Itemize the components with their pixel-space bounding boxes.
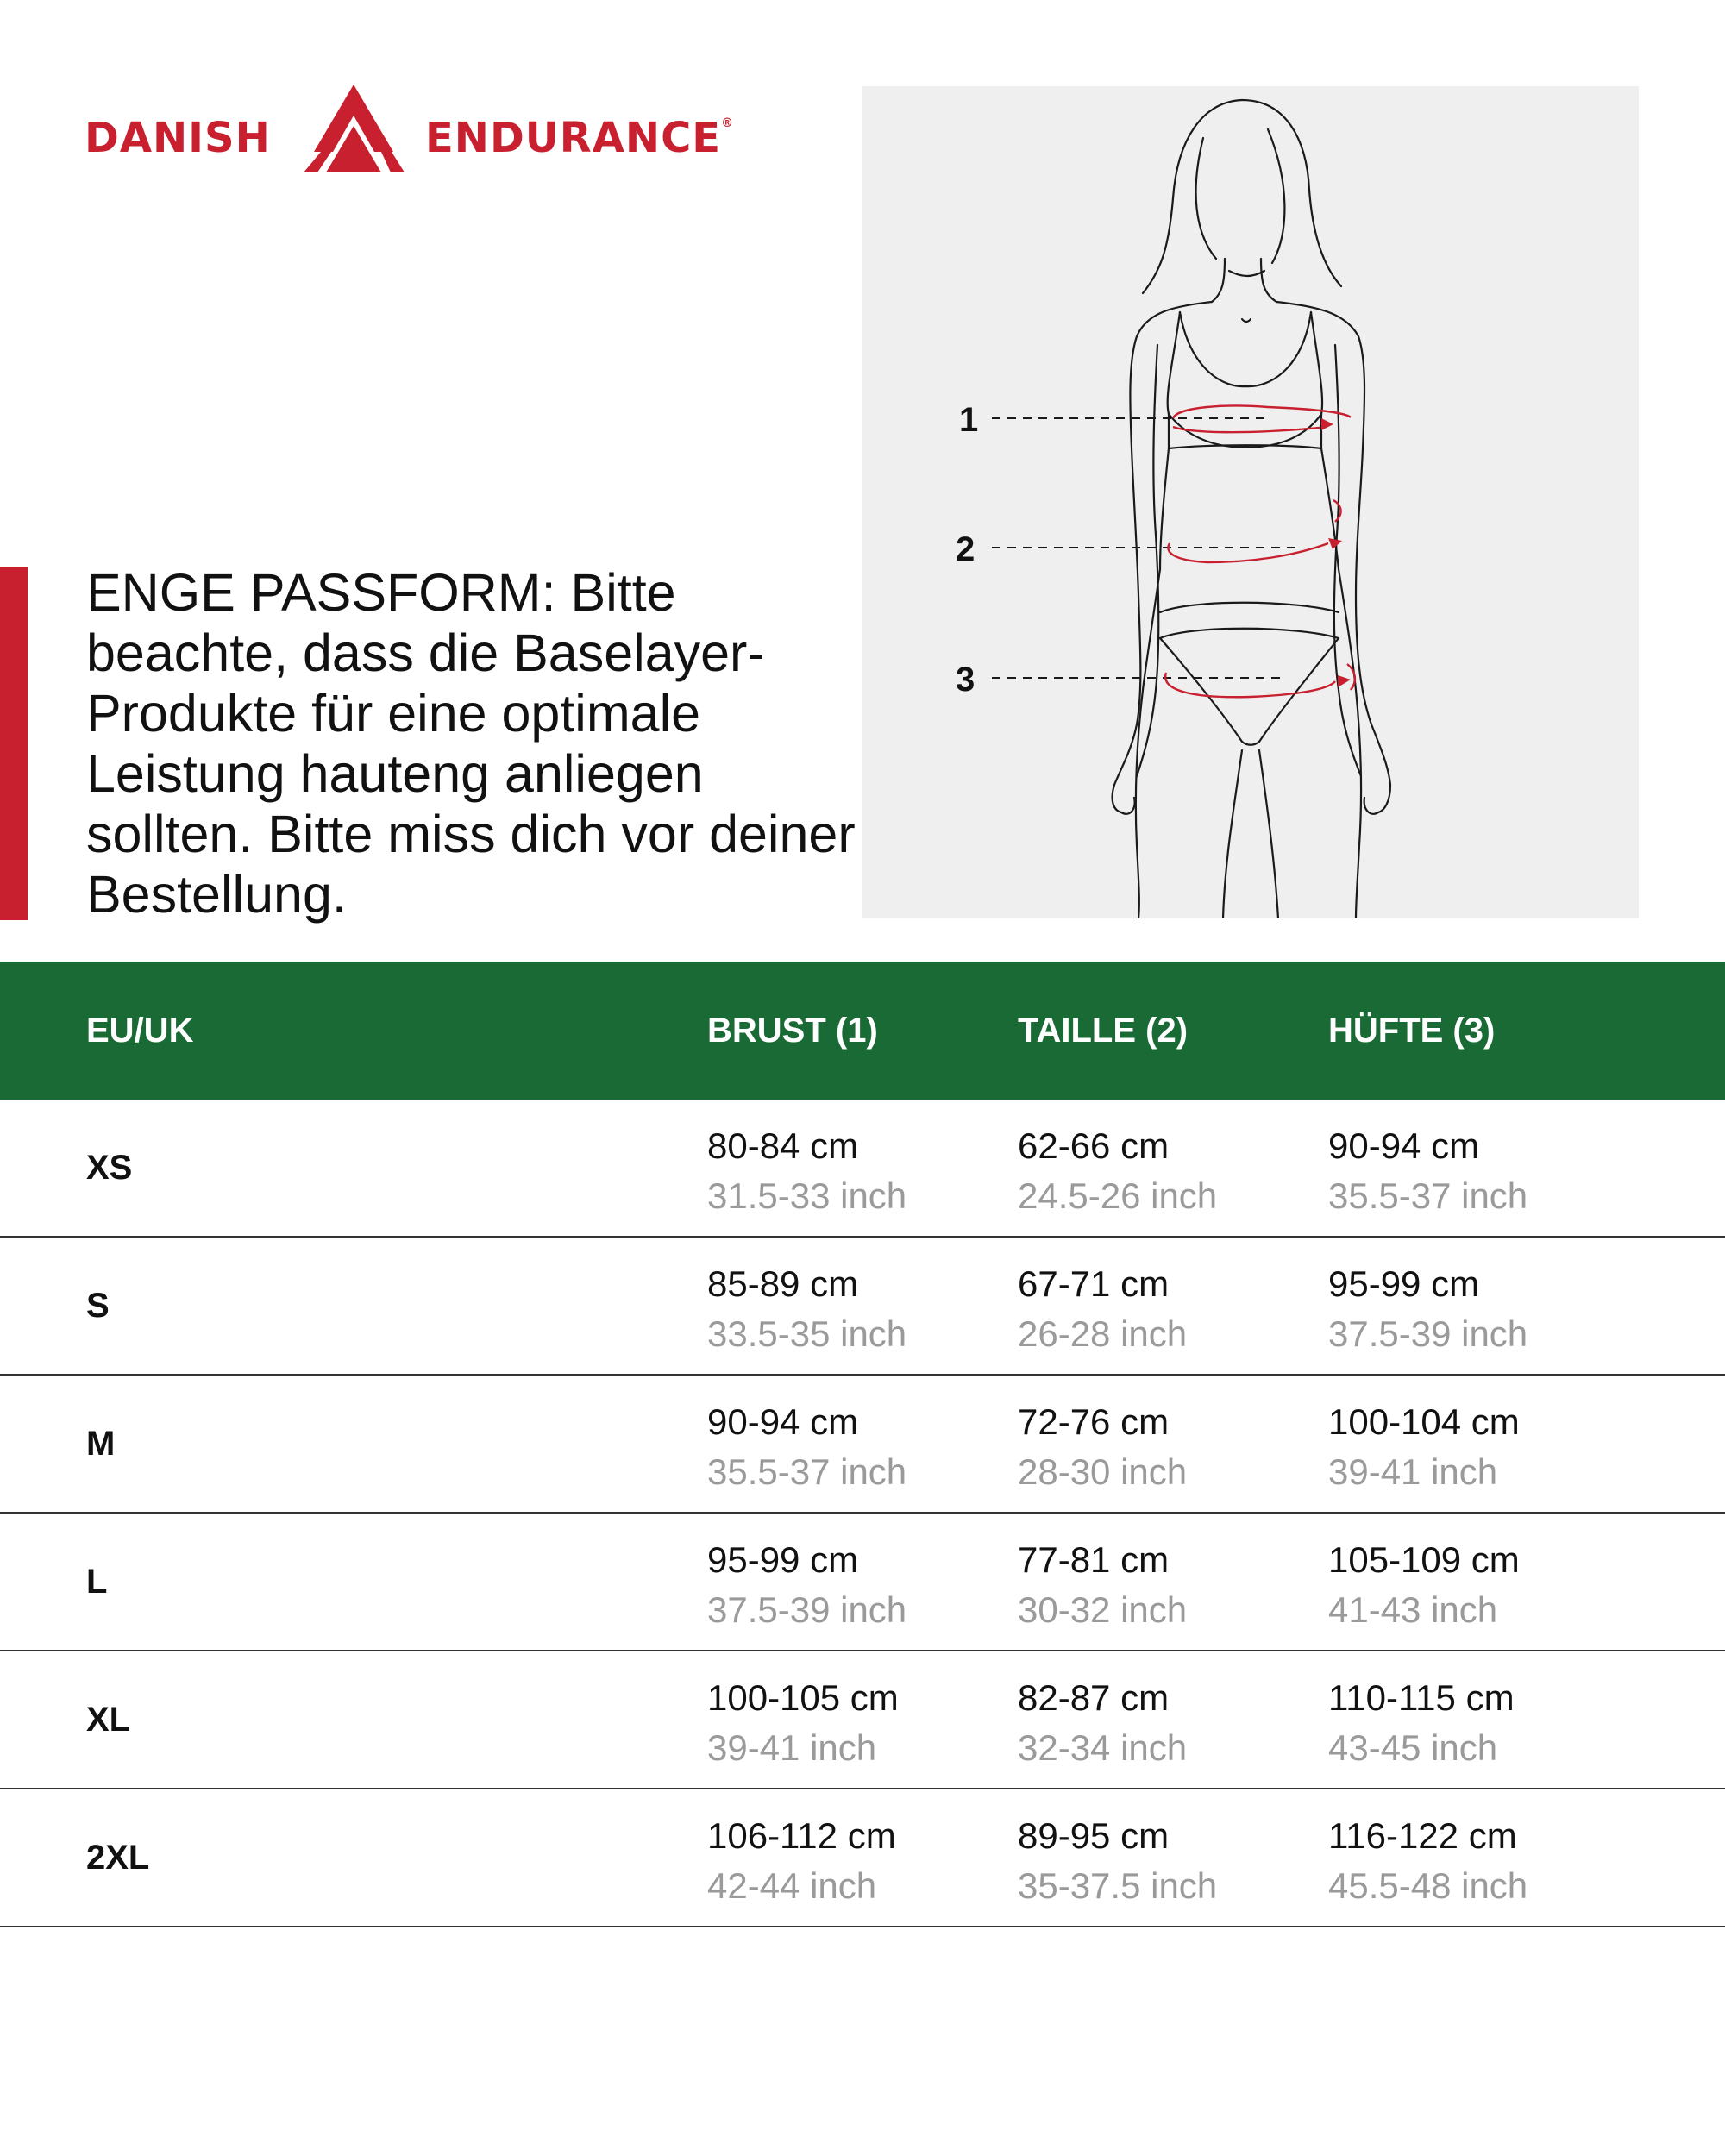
taille-cell bbox=[1018, 1674, 1187, 1774]
huefte-cm-value: 110-115 cm bbox=[1328, 1677, 1515, 1718]
brust-cell bbox=[707, 1398, 906, 1498]
brand-name-left: DANISH bbox=[85, 114, 271, 162]
taille-inch-value: 28-30 inch bbox=[1018, 1451, 1188, 1492]
huefte-cell bbox=[1328, 1536, 1520, 1636]
size-table-header bbox=[0, 962, 1725, 1100]
taille-cm-value: 67-71 cm bbox=[1018, 1263, 1170, 1304]
body-outline-figure bbox=[862, 86, 1639, 918]
brand-name-right bbox=[425, 114, 735, 162]
brust-inch-value: 31.5-33 inch bbox=[707, 1175, 907, 1216]
taille-cm-value: 82-87 cm bbox=[1018, 1677, 1170, 1718]
marker-1-label: 1 bbox=[959, 401, 979, 439]
brust-cm-value: 90-94 cm bbox=[707, 1401, 859, 1442]
taille-cm-value: 72-76 cm bbox=[1018, 1401, 1170, 1442]
huefte-inch-value: 45.5-48 inch bbox=[1328, 1865, 1528, 1906]
taille-cm-value: 77-81 cm bbox=[1018, 1539, 1170, 1580]
brust-cm-value: 100-105 cm bbox=[707, 1677, 899, 1718]
brand-mountain-icon bbox=[283, 85, 425, 175]
brust-inch-value: 37.5-39 inch bbox=[707, 1589, 907, 1630]
brust-cm-value: 106-112 cm bbox=[707, 1815, 896, 1856]
header-brust: BRUST (1) bbox=[707, 1012, 878, 1050]
brust-cm-value: 85-89 cm bbox=[707, 1263, 859, 1304]
huefte-cell bbox=[1328, 1674, 1515, 1774]
fit-notice: ENGE PASSFORM: Bitte beachte, dass die Baselayer-Produkte für eine optimale Leistung hauteng anliegen sollten. Bitte miss dich vor deiner Bestellung. bbox=[86, 563, 856, 924]
huefte-inch-value: 39-41 inch bbox=[1328, 1451, 1498, 1492]
brust-cm-value: 80-84 cm bbox=[707, 1125, 859, 1166]
taille-inch-value: 32-34 inch bbox=[1018, 1727, 1188, 1768]
header-huefte: HÜFTE (3) bbox=[1328, 1012, 1496, 1050]
huefte-cell bbox=[1328, 1122, 1527, 1222]
huefte-cell bbox=[1328, 1398, 1520, 1498]
table-row bbox=[0, 1100, 1725, 1238]
taille-cm-value: 62-66 cm bbox=[1018, 1125, 1170, 1166]
huefte-cm-value: 116-122 cm bbox=[1328, 1815, 1517, 1856]
registered-mark: ® bbox=[721, 116, 735, 130]
brust-cell bbox=[707, 1536, 906, 1636]
huefte-inch-value: 43-45 inch bbox=[1328, 1727, 1498, 1768]
brand-name-right-text: ENDURANCE bbox=[425, 114, 722, 162]
brust-cell bbox=[707, 1812, 896, 1912]
huefte-inch-value: 37.5-39 inch bbox=[1328, 1313, 1528, 1354]
huefte-cm-value: 90-94 cm bbox=[1328, 1125, 1480, 1166]
huefte-cm-value: 105-109 cm bbox=[1328, 1539, 1520, 1580]
taille-inch-value: 24.5-26 inch bbox=[1018, 1175, 1218, 1216]
brust-inch-value: 35.5-37 inch bbox=[707, 1451, 907, 1492]
size-label: S bbox=[86, 1287, 110, 1325]
header-taille: TAILLE (2) bbox=[1018, 1012, 1189, 1050]
size-label: XS bbox=[86, 1149, 133, 1187]
marker-3-label: 3 bbox=[956, 661, 975, 699]
taille-cell bbox=[1018, 1398, 1187, 1498]
brust-cell bbox=[707, 1260, 906, 1360]
brust-inch-value: 42-44 inch bbox=[707, 1865, 877, 1906]
table-row bbox=[0, 1238, 1725, 1376]
huefte-inch-value: 35.5-37 inch bbox=[1328, 1175, 1528, 1216]
size-label: XL bbox=[86, 1701, 131, 1739]
brust-inch-value: 39-41 inch bbox=[707, 1727, 877, 1768]
size-label: 2XL bbox=[86, 1839, 150, 1877]
taille-inch-value: 35-37.5 inch bbox=[1018, 1865, 1218, 1906]
huefte-inch-value: 41-43 inch bbox=[1328, 1589, 1498, 1630]
brust-cell bbox=[707, 1674, 899, 1774]
taille-cell bbox=[1018, 1812, 1217, 1912]
huefte-cell bbox=[1328, 1260, 1527, 1360]
huefte-cell bbox=[1328, 1812, 1527, 1912]
taille-cell bbox=[1018, 1122, 1217, 1222]
huefte-cm-value: 100-104 cm bbox=[1328, 1401, 1520, 1442]
marker-2-label: 2 bbox=[956, 530, 975, 568]
brand-logo bbox=[85, 85, 749, 179]
body-measurement-illustration bbox=[862, 86, 1639, 918]
taille-cm-value: 89-95 cm bbox=[1018, 1815, 1170, 1856]
brust-cell bbox=[707, 1122, 906, 1222]
table-row bbox=[0, 1376, 1725, 1514]
size-label: M bbox=[86, 1425, 116, 1463]
taille-cell bbox=[1018, 1536, 1187, 1636]
huefte-cm-value: 95-99 cm bbox=[1328, 1263, 1480, 1304]
brust-cm-value: 95-99 cm bbox=[707, 1539, 859, 1580]
accent-bar bbox=[0, 567, 28, 920]
brust-inch-value: 33.5-35 inch bbox=[707, 1313, 907, 1354]
taille-inch-value: 26-28 inch bbox=[1018, 1313, 1188, 1354]
taille-cell bbox=[1018, 1260, 1187, 1360]
header-eu-uk: EU/UK bbox=[86, 1012, 194, 1050]
table-row bbox=[0, 1789, 1725, 1927]
size-label: L bbox=[86, 1563, 108, 1601]
table-row bbox=[0, 1651, 1725, 1789]
table-row bbox=[0, 1514, 1725, 1651]
taille-inch-value: 30-32 inch bbox=[1018, 1589, 1188, 1630]
